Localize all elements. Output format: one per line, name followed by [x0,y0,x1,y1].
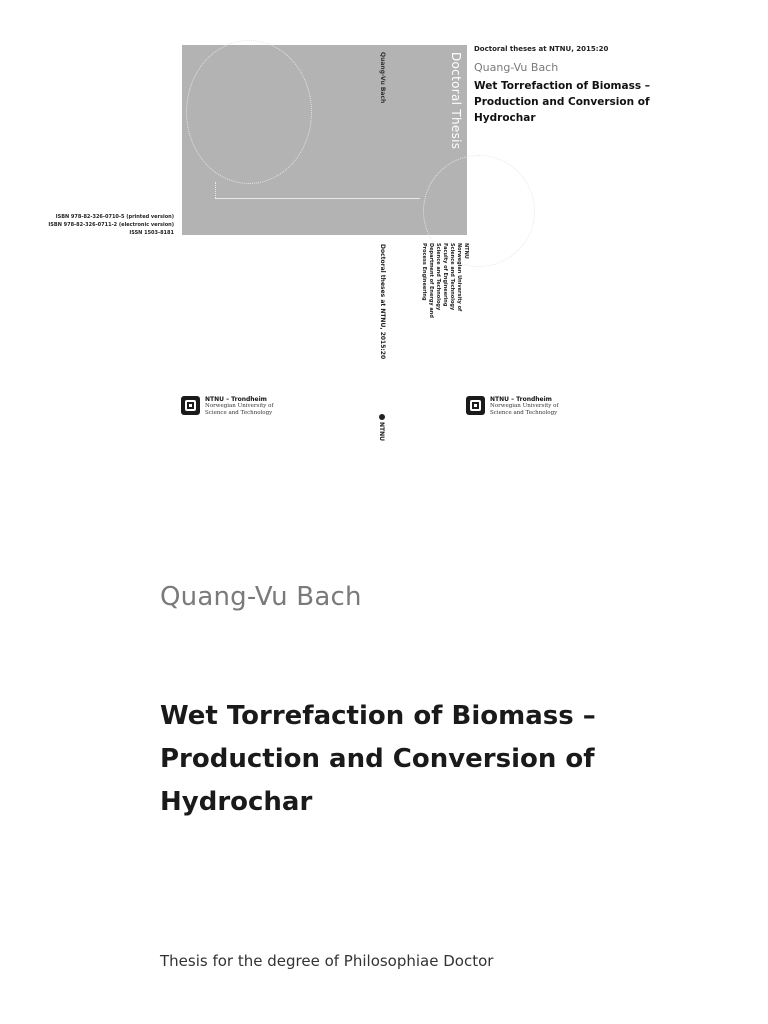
logo-name: NTNU – Trondheim [490,396,552,403]
imprint-line: Science and Technology [449,243,455,311]
logo-name: NTNU – Trondheim [205,396,267,403]
ntnu-logo-icon [181,396,200,415]
cover-series: Doctoral theses at NTNU, 2015:20 [474,45,609,53]
decorative-line [215,182,216,198]
imprint-line: Faculty of Engineering [442,243,448,307]
cover-author: Quang-Vu Bach [474,61,559,74]
doctoral-thesis-label: Doctoral Thesis [449,52,463,150]
imprint-line: Norwegian University of [456,243,462,312]
title-page-degree: Thesis for the degree of Philosophiae Doctor [160,952,494,970]
title-page-title: Wet Torrefaction of Biomass – Production and Conversion of Hydrochar [160,701,596,817]
ntnu-logo-icon [379,414,385,420]
logo-subtitle: Science and Technology [205,410,273,416]
ntnu-logo-icon [466,396,485,415]
logo-subtitle: Science and Technology [490,410,558,416]
imprint-line: Process Engineering [421,243,427,301]
cover-author-vertical: Quang-Vu Bach [379,52,386,104]
imprint-line: Department of Energy and [428,243,434,318]
imprint-block [420,243,469,318]
spine-logo [378,414,385,441]
decorative-circle [186,40,312,184]
decorative-line [215,198,420,199]
issn: ISSN 1503-8181 [129,230,174,236]
spine-series: Doctoral theses at NTNU, 2015:20 [379,244,386,360]
ntnu-logo-back [181,396,274,417]
title-page-author: Quang-Vu Bach [160,582,362,612]
isbn-electronic: ISBN 978-82-326-0711-2 (electronic version) [48,222,174,228]
imprint-line: Science and Technology [435,243,441,311]
logo-subtitle: Norwegian University of [205,403,274,409]
isbn-printed: ISBN 978-82-326-0710-5 (printed version) [55,214,174,220]
isbn-block [48,213,174,237]
spine-logo-text: NTNU [378,422,385,442]
ntnu-logo-front [466,396,559,417]
cover-title: Wet Torrefaction of Biomass – Production and Conversion of Hydrochar [474,80,650,124]
logo-subtitle: Norwegian University of [490,403,559,409]
imprint-line: NTNU [463,243,469,259]
